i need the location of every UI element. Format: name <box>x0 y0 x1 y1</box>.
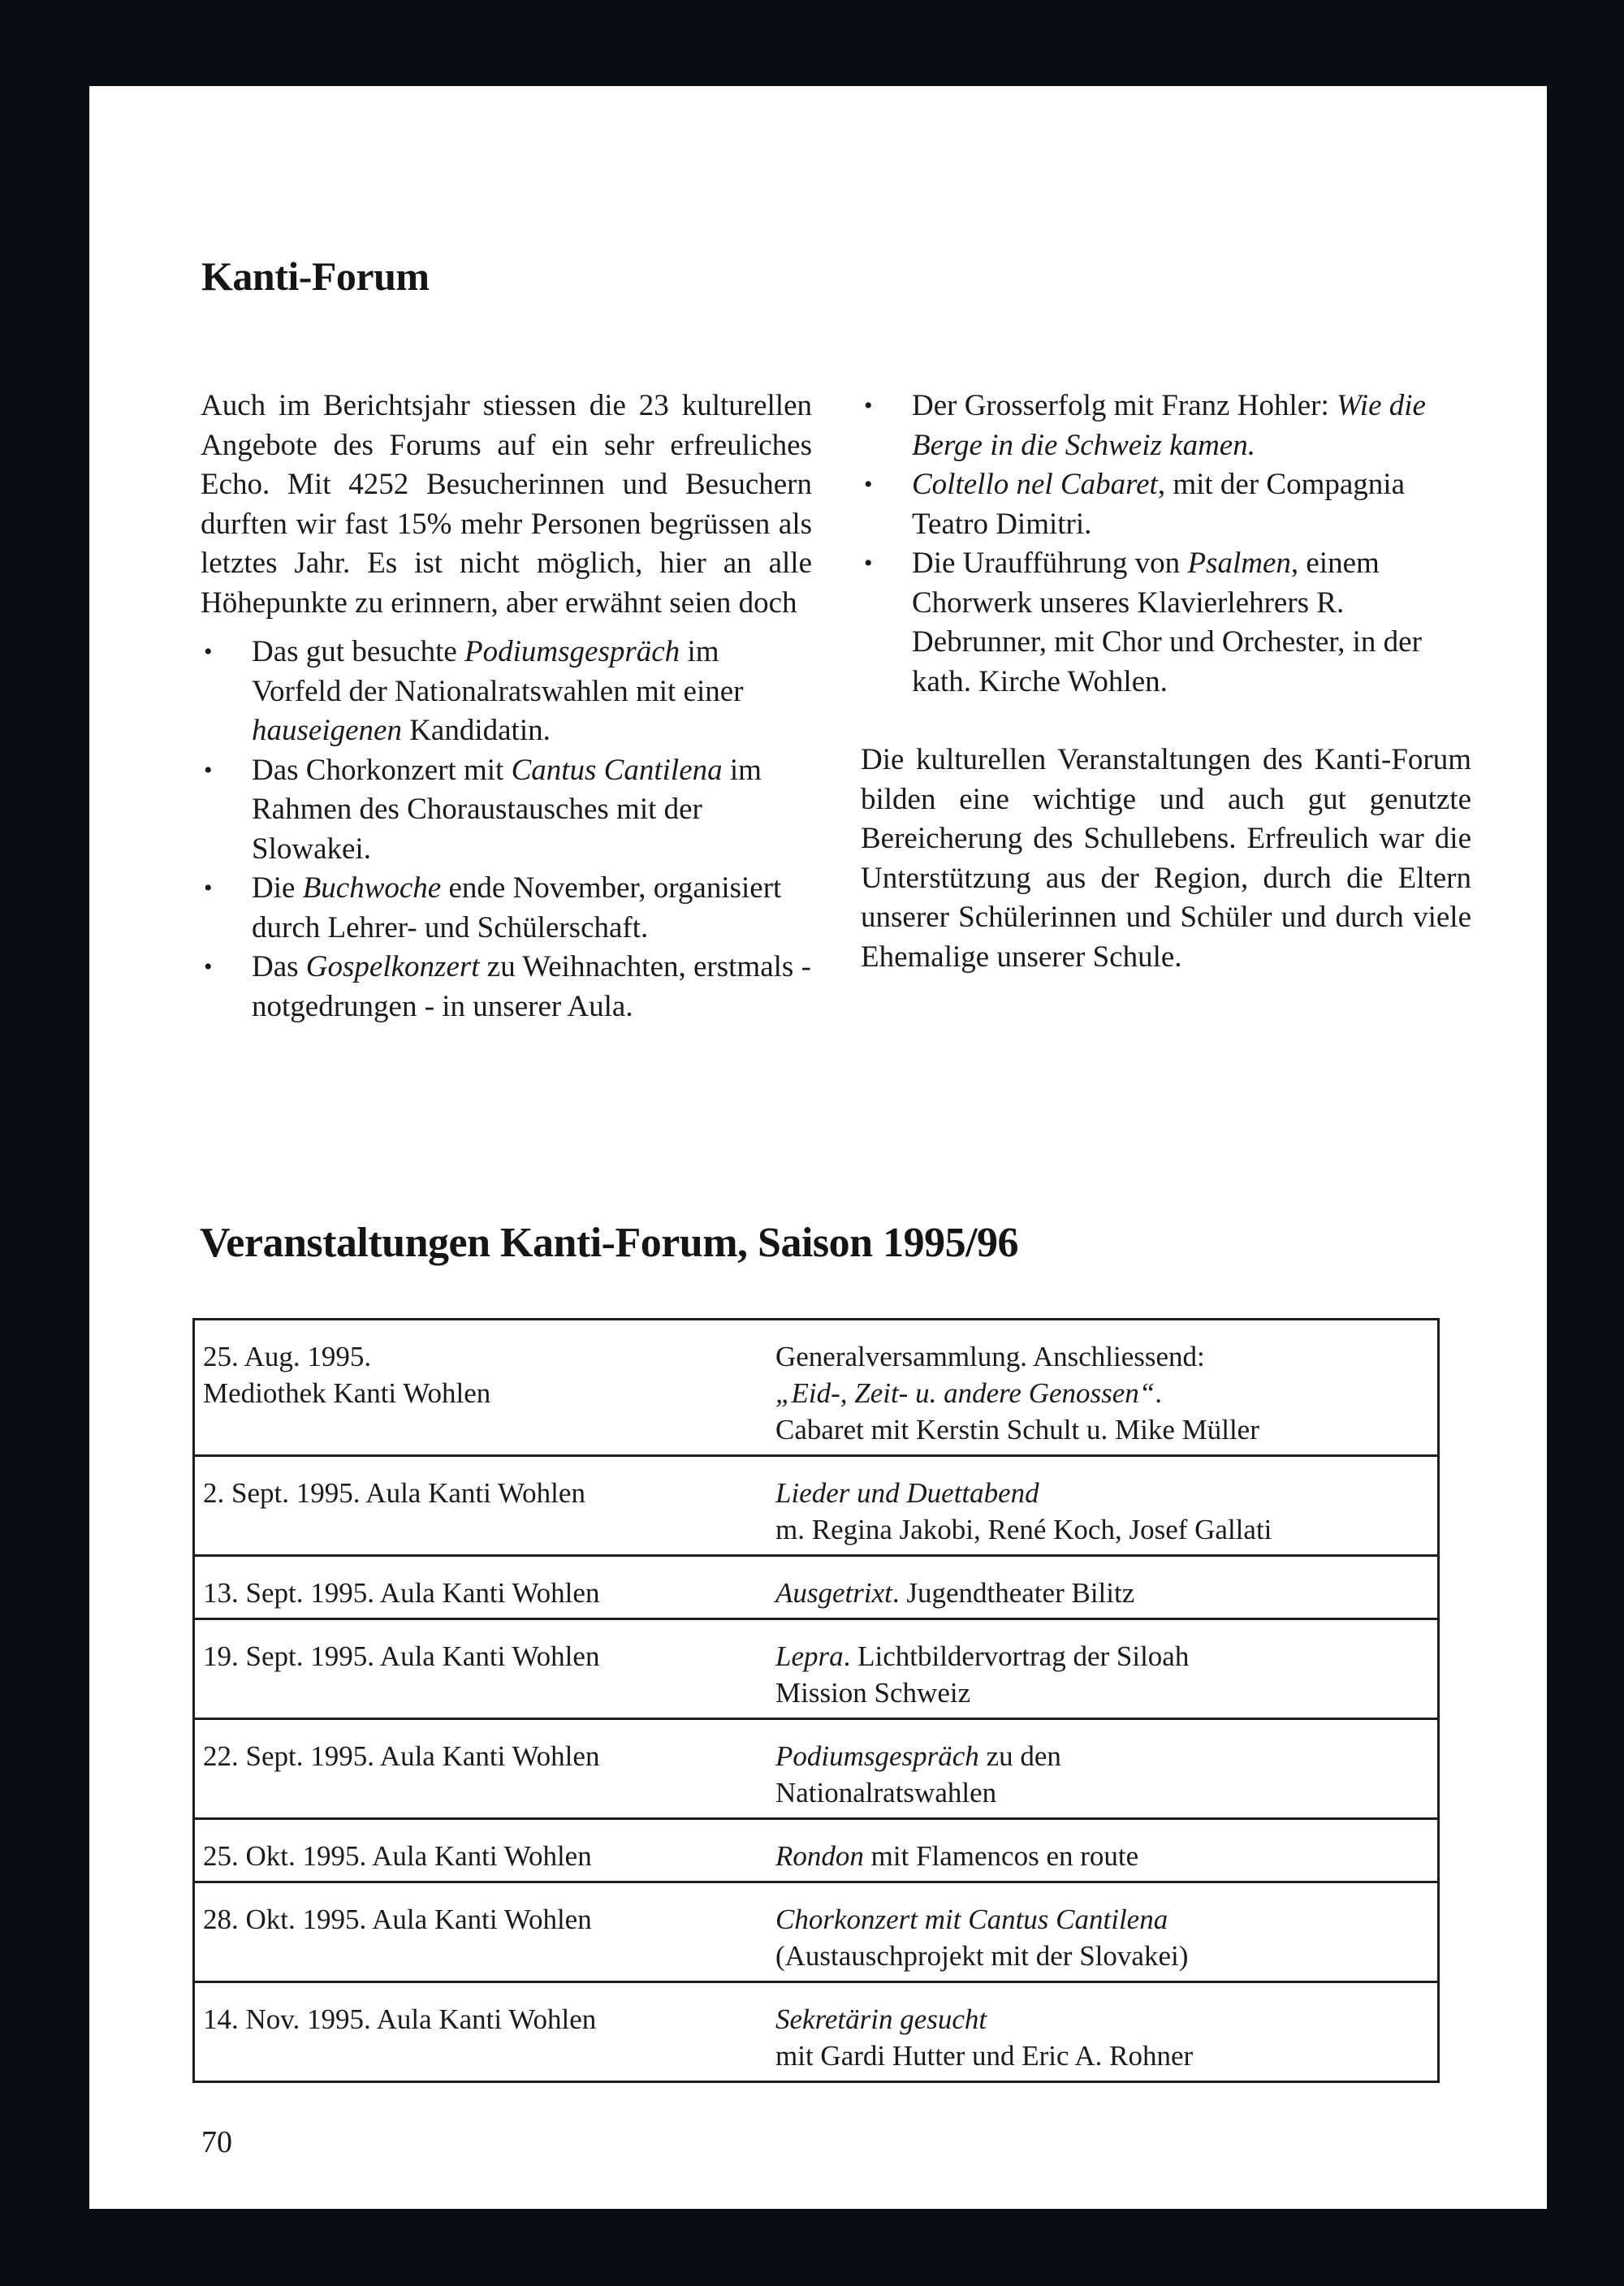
event-date: 25. Okt. 1995. Aula Kanti Wohlen <box>203 1840 592 1872</box>
event-description: Lepra. Lichtbildervortrag der Siloah <box>775 1640 1190 1672</box>
events-table <box>192 1318 1440 2083</box>
table-row: 28. Okt. 1995. Aula Kanti Wohlen Chorkonzert mit Cantus Cantilena (Austauschprojekt mit der Slovakei) <box>194 1882 1439 1982</box>
event-date: 22. Sept. 1995. Aula Kanti Wohlen <box>203 1740 600 1772</box>
closing-paragraph: Die kulturellen Veranstaltungen des Kanti-Forum bilden eine wichtige und auch gut genutzte Bereicherung des Schullebens. Erfreulich war die Unterstützung aus der Region, durch die Eltern unserer Schülerinnen und Schüler und durch viele Ehemalige unserer Schule. <box>861 743 1471 974</box>
event-date: 14. Nov. 1995. Aula Kanti Wohlen <box>203 2003 597 2035</box>
table-row <box>194 1819 1439 1882</box>
events-heading: Veranstaltungen Kanti-Forum, Saison 1995/96 <box>200 1220 1019 1266</box>
page-title: Kanti-Forum <box>201 253 430 299</box>
highlights-list-right <box>861 387 1471 702</box>
event-description: Rondon mit Flamencos en route <box>775 1840 1139 1872</box>
intro-paragraph: Auch im Berichtsjahr stiessen die 23 kulturellen Angebote des Forums auf ein sehr erfreuliches Echo. Mit 4252 Besucherinnen und Besuchern durften wir fast 15% mehr Personen begrüssen als letztes Jahr. Es ist nicht möglich, hier an alle Höhepunkte zu erinnern, aber erwähnt seien doch <box>201 389 812 620</box>
event-description: Lieder und Duettabend <box>775 1477 1039 1509</box>
event-date: 2. Sept. 1995. Aula Kanti Wohlen <box>203 1477 585 1509</box>
event-place: Mediothek Kanti Wohlen <box>203 1377 491 1409</box>
event-date: 25. Aug. 1995. <box>203 1341 372 1372</box>
event-date: 13. Sept. 1995. Aula Kanti Wohlen <box>203 1577 600 1609</box>
list-item: • Coltello nel Cabaret, mit der Compagnia Teatro Dimitri. <box>861 465 1471 544</box>
table-row: 19. Sept. 1995. Aula Kanti Wohlen Lepra. Lichtbildervortrag der Siloah Mission Schweiz <box>194 1619 1439 1719</box>
left-column <box>201 387 812 1026</box>
event-description: Ausgetrixt. Jugendtheater Bilitz <box>775 1577 1135 1609</box>
event-description: Sekretärin gesucht <box>775 2003 987 2035</box>
table-row: 14. Nov. 1995. Aula Kanti Wohlen Sekretärin gesucht mit Gardi Hutter und Eric A. Rohner <box>194 1982 1439 2082</box>
list-item: • Das gut besuchte Podiumsgespräch im Vorfeld der Nationalratswahlen mit einer hauseigenen Kandidatin. <box>201 633 812 751</box>
list-item: • Die Buchwoche ende November, organisiert durch Lehrer- und Schülerschaft. <box>201 869 812 948</box>
list-item: • Das Chorkonzert mit Cantus Cantilena im Rahmen des Choraustausches mit der Slowakei. <box>201 751 812 870</box>
event-date: 28. Okt. 1995. Aula Kanti Wohlen <box>203 1904 592 1935</box>
list-item: • Das Gospelkonzert zu Weihnachten, erstmals - notgedrungen - in unserer Aula. <box>201 948 812 1026</box>
right-column <box>861 387 1471 977</box>
event-description: Podiumsgespräch zu den <box>775 1740 1061 1772</box>
table-row: 25. Aug. 1995. Mediothek Kanti Wohlen Generalversammlung. Anschliessend: „Eid-, Zeit- u. andere Genossen“. Cabaret mit Kerstin Schult u. Mike Müller <box>194 1320 1439 1456</box>
page-number: 70 <box>201 2125 232 2159</box>
table-row: 2. Sept. 1995. Aula Kanti Wohlen Lieder und Duettabend m. Regina Jakobi, René Koch, Josef Gallati <box>194 1456 1439 1556</box>
table-row: 22. Sept. 1995. Aula Kanti Wohlen Podiumsgespräch zu den Nationalratswahlen <box>194 1719 1439 1819</box>
event-description: Generalversammlung. Anschliessend: <box>775 1341 1205 1372</box>
highlights-list-left <box>201 633 812 1026</box>
table-row <box>194 1556 1439 1619</box>
event-date: 19. Sept. 1995. Aula Kanti Wohlen <box>203 1640 600 1672</box>
list-item: • Der Grosserfolg mit Franz Hohler: Wie die Berge in die Schweiz kamen. <box>861 387 1471 465</box>
event-description: Chorkonzert mit Cantus Cantilena <box>775 1904 1168 1935</box>
document-page <box>89 86 1547 2209</box>
list-item: • Die Uraufführung von Psalmen, einem Chorwerk unseres Klavierlehrers R. Debrunner, mit Chor und Orchester, in der kath. Kirche Wohlen. <box>861 544 1471 702</box>
